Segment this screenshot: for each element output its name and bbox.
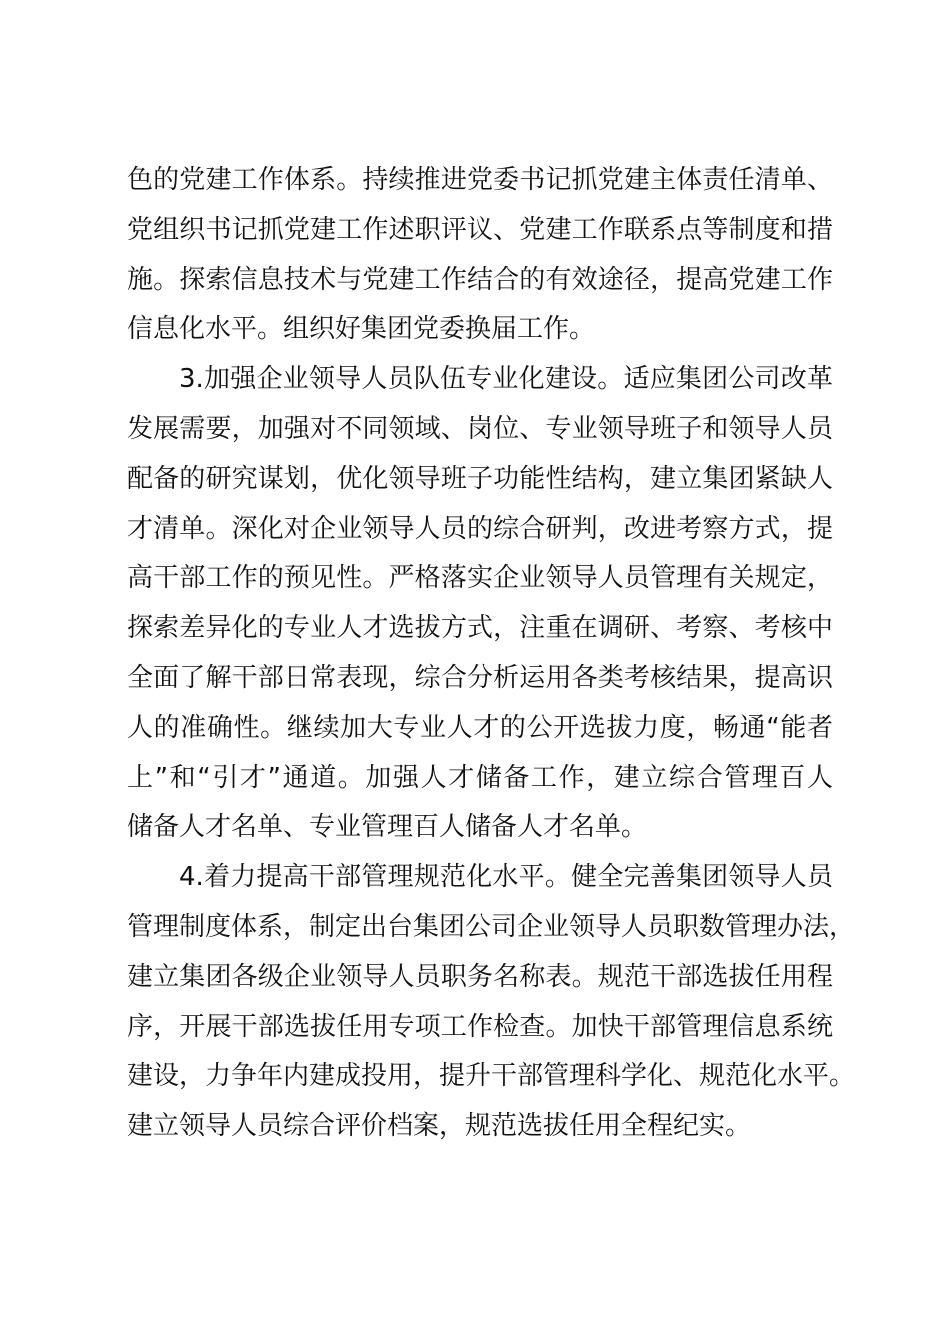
text-line: 序，开展干部选拔任用专项工作检查。加快干部管理信息系统	[127, 1011, 833, 1042]
text-line: 党组织书记抓党建工作述职评议、党建工作联系点等制度和措	[127, 214, 833, 245]
paragraph-continued	[127, 156, 833, 355]
text-line: 信息化水平。组织好集团党委换届工作。	[127, 314, 596, 345]
text-line: 人的准确性。继续加大专业人才的公开选拔力度，畅通“能者	[127, 712, 833, 743]
text-line: 建立集团各级企业领导人员职务名称表。规范干部选拔任用程	[127, 961, 833, 992]
text-line: 建设，力争年内建成投用，提升干部管理科学化、规范化水平。	[127, 1061, 856, 1092]
text-line: 储备人才名单、专业管理百人储备人才名单。	[127, 812, 648, 843]
document-body	[127, 156, 856, 1152]
text-line: 3.加强企业领导人员队伍专业化建设。适应集团公司改革	[179, 364, 833, 395]
paragraph-3	[127, 355, 833, 853]
text-line: 高干部工作的预见性。严格落实企业领导人员管理有关规定，	[127, 563, 833, 594]
text-line: 施。探索信息技术与党建工作结合的有效途径，提高党建工作	[127, 264, 833, 295]
text-line: 才清单。深化对企业领导人员的综合研判，改进考察方式，提	[127, 513, 833, 544]
text-line: 上”和“引才”通道。加强人才储备工作，建立综合管理百人	[127, 762, 833, 793]
paragraph-4	[127, 853, 856, 1152]
text-line: 探索差异化的专业人才选拔方式，注重在调研、考察、考核中	[127, 613, 833, 644]
text-line: 配备的研究谋划，优化领导班子功能性结构，建立集团紧缺人	[127, 463, 833, 494]
text-line: 建立领导人员综合评价档案，规范选拔任用全程纪实。	[127, 1111, 752, 1142]
text-line: 色的党建工作体系。持续推进党委书记抓党建主体责任清单、	[127, 165, 833, 195]
text-line: 管理制度体系，制定出台集团公司企业领导人员职数管理办法，	[127, 911, 856, 942]
text-line: 发展需要，加强对不同领域、岗位、专业领导班子和领导人员	[127, 413, 833, 444]
text-line: 4.着力提高干部管理规范化水平。健全完善集团领导人员	[179, 862, 833, 893]
text-line: 全面了解干部日常表现，综合分析运用各类考核结果，提高识	[127, 662, 833, 693]
